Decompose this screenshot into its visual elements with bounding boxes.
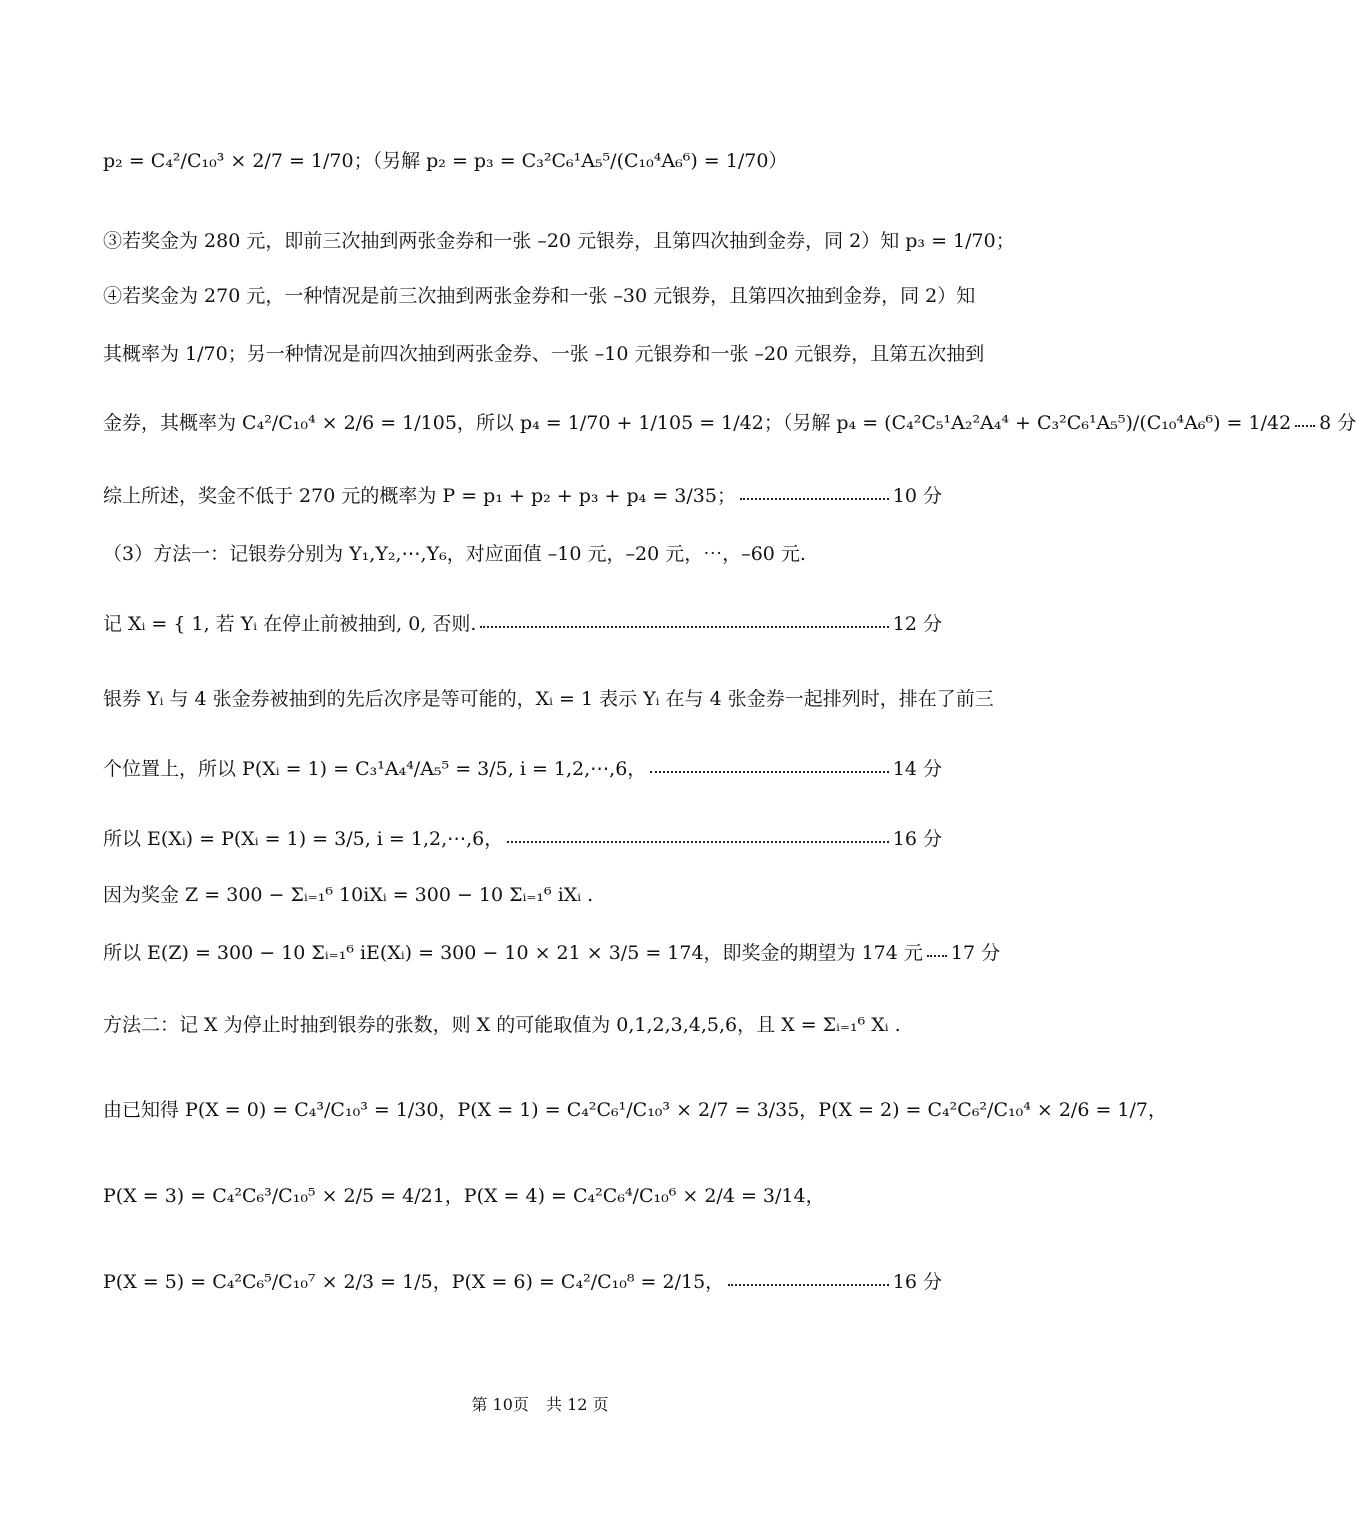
score-label: 10 分 xyxy=(892,485,942,507)
line-text: ④若奖金为 270 元，一种情况是前三次抽到两张金券和一张 –30 元银券，且第四次抽到金券，同 2）知 xyxy=(103,285,976,307)
line-text: 所以 E(Z) = 300 − 10 Σᵢ₌₁⁶ iE(Xᵢ) = 300 − 10 × 21 × 3/5 = 174，即奖金的期望为 174 元 xyxy=(103,942,923,964)
solution-line-prob-xi xyxy=(103,760,942,779)
line-text: （3）方法一：记银券分别为 Y₁,Y₂,⋯,Y₆，对应面值 –10 元，–20 元，⋯，–60 元. xyxy=(103,543,806,565)
line-text: 由已知得 P(X = 0) = C₄³/C₁₀³ = 1/30，P(X = 1) = C₄²C₆¹/C₁₀³ × 2/7 = 3/35，P(X = 2) = C₄²C₆²/C₁₀⁴ × 2/6 = 1/7， xyxy=(103,1099,1167,1121)
score-label: 17 分 xyxy=(950,942,1001,964)
line-text: 因为奖金 Z = 300 − Σᵢ₌₁⁶ 10iXᵢ = 300 − 10 Σᵢ₌₁⁶ iXᵢ . xyxy=(103,884,594,906)
solution-line-summary xyxy=(103,487,942,506)
page-total: 共 12 页 xyxy=(546,1395,609,1414)
dot-leader xyxy=(927,955,947,957)
dot-leader xyxy=(480,626,888,628)
solution-line-exp-xi xyxy=(103,830,942,849)
solution-line-px56 xyxy=(103,1273,942,1292)
solution-line-method1 xyxy=(103,545,942,564)
line-text: ③若奖金为 280 元，即前三次抽到两张金券和一张 –20 元银券，且第四次抽到金券，同 2）知 p₃ = 1/70； xyxy=(103,230,1015,252)
solution-line-case3 xyxy=(103,230,1015,252)
page-footer xyxy=(0,1392,1080,1415)
dot-leader xyxy=(728,1284,889,1286)
dot-leader xyxy=(650,771,888,773)
solution-line-exp-z xyxy=(103,942,1001,964)
score-label: 16 分 xyxy=(892,1271,942,1293)
solution-line-px34 xyxy=(103,1187,942,1206)
line-text: 金券，其概率为 C₄²/C₁₀⁴ × 2/6 = 1/105，所以 p₄ = 1/70 + 1/105 = 1/42；（另解 p₄ = (C₄²C₅¹A₂²A₄⁴ + C₃²C₆¹A₅⁵)/(C₁₀⁴A₆⁶) = 1/42 xyxy=(103,412,1292,434)
solution-line-case4-cont xyxy=(103,343,985,365)
solution-line-p2 xyxy=(103,152,942,171)
line-text: p₂ = C₄²/C₁₀³ × 2/7 = 1/70；（另解 p₂ = p₃ = C₃²C₆¹A₅⁵/(C₁₀⁴A₆⁶) = 1/70） xyxy=(103,150,788,172)
solution-line-z xyxy=(103,886,942,905)
dot-leader xyxy=(507,841,889,843)
dot-leader xyxy=(1295,425,1315,427)
score-label: 8 分 xyxy=(1319,412,1356,434)
line-text: 银券 Yᵢ 与 4 张金券被抽到的先后次序是等可能的，Xᵢ = 1 表示 Yᵢ 在与 4 张金券一起排列时，排在了前三 xyxy=(103,688,994,710)
solution-line-px012 xyxy=(103,1099,1167,1121)
line-text: P(X = 5) = C₄²C₆⁵/C₁₀⁷ × 2/3 = 1/5，P(X = 6) = C₄²/C₁₀⁸ = 2/15， xyxy=(103,1271,725,1293)
line-text: 个位置上，所以 P(Xᵢ = 1) = C₃¹A₄⁴/A₅⁵ = 3/5, i = 1,2,⋯,6， xyxy=(103,758,647,780)
line-text: 其概率为 1/70；另一种情况是前四次抽到两张金券、一张 –10 元银券和一张 –20 元银券，且第五次抽到 xyxy=(103,343,985,365)
score-label: 16 分 xyxy=(892,828,942,850)
line-text: P(X = 3) = C₄²C₆³/C₁₀⁵ × 2/5 = 4/21，P(X = 4) = C₄²C₆⁴/C₁₀⁶ × 2/4 = 3/14， xyxy=(103,1185,825,1207)
solution-line-case4 xyxy=(103,285,976,307)
solution-line-method2 xyxy=(103,1016,942,1035)
line-text: 记 Xᵢ = { 1, 若 Yᵢ 在停止前被抽到, 0, 否则. xyxy=(103,613,477,635)
solution-line-order xyxy=(103,688,994,710)
line-text: 所以 E(Xᵢ) = P(Xᵢ = 1) = 3/5, i = 1,2,⋯,6， xyxy=(103,828,504,850)
dot-leader xyxy=(740,498,889,500)
line-text: 方法二：记 X 为停止时抽到银券的张数，则 X 的可能取值为 0,1,2,3,4,5,6，且 X = Σᵢ₌₁⁶ Xᵢ . xyxy=(103,1014,901,1036)
solution-line-p4 xyxy=(103,412,1356,434)
solution-line-indicator xyxy=(103,615,942,634)
score-label: 14 分 xyxy=(892,758,942,780)
line-text: 综上所述，奖金不低于 270 元的概率为 P = p₁ + p₂ + p₃ + p₄ = 3/35； xyxy=(103,485,736,507)
page-number: 第 10页 xyxy=(471,1395,529,1414)
score-label: 12 分 xyxy=(892,613,942,635)
